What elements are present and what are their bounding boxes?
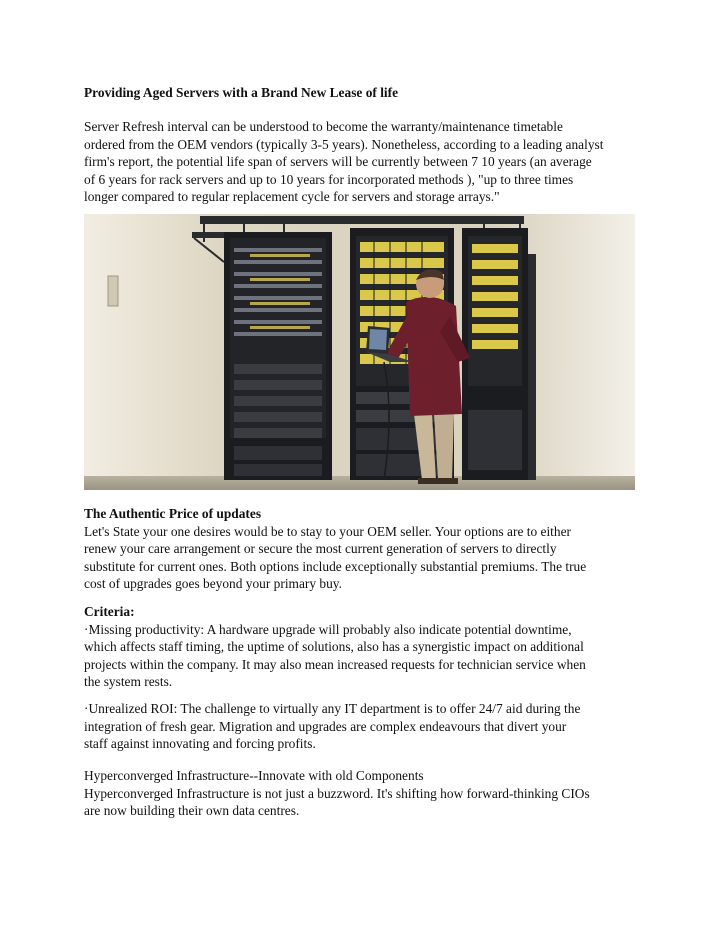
text-line: Server Refresh interval can be understood to become the warranty/maintenance timetable bbox=[84, 119, 563, 134]
page-title: Providing Aged Servers with a Brand New Lease of life bbox=[84, 85, 399, 100]
text-line: the system rests. bbox=[84, 674, 173, 690]
criteria-item-roi bbox=[84, 700, 640, 753]
section-hci bbox=[84, 767, 640, 820]
text-line: are now building their own data centres. bbox=[84, 803, 300, 819]
section-criteria bbox=[84, 603, 640, 691]
server-room-photo bbox=[84, 214, 635, 490]
text-line: of 6 years for rack servers and up to 10 years for incorporated methods ), "up to three times bbox=[84, 171, 574, 187]
section-heading: Criteria: bbox=[84, 604, 135, 619]
section-heading: The Authentic Price of updates bbox=[84, 506, 262, 521]
text-line: longer compared to regular replacement cycle for servers and storage arrays." bbox=[84, 189, 500, 205]
text-line: projects within the company. It may also mean increased requests for technician service when bbox=[84, 656, 586, 672]
text-line: cost of upgrades goes beyond your primary buy. bbox=[84, 576, 342, 592]
text-line: Let's State your one desires would be to stay to your OEM seller. Your options are to either bbox=[84, 523, 571, 539]
text-line: substitute for current ones. Both options include exceptionally substantial premiums. The true bbox=[84, 558, 587, 574]
text-line: which affects staff timing, the uptime of solutions, also has a synergistic impact on additional bbox=[84, 639, 584, 655]
text-line: ordered from the OEM vendors (typically 3-5 years). Nonetheless, according to a leading analyst bbox=[84, 136, 604, 152]
section-price bbox=[84, 505, 640, 593]
text-line: ·Missing productivity: A hardware upgrade will probably also indicate potential downtime, bbox=[84, 621, 572, 637]
section-heading: Hyperconverged Infrastructure--Innovate with old Components bbox=[84, 768, 424, 783]
text-line: staff against innovating and forcing profits. bbox=[84, 736, 316, 752]
text-line: firm's report, the potential life span of servers will be currently between 7 10 years (an average bbox=[84, 154, 592, 170]
intro-paragraph bbox=[84, 118, 640, 206]
text-line: renew your care arrangement or secure the most current generation of servers to directly bbox=[84, 541, 557, 557]
text-line: ·Unrealized ROI: The challenge to virtually any IT department is to offer 24/7 aid during the bbox=[84, 701, 581, 716]
text-line: Hyperconverged Infrastructure is not just a buzzword. It's shifting how forward-thinking CIOs bbox=[84, 785, 590, 801]
text-line: integration of fresh gear. Migration and upgrades are complex endeavours that divert your bbox=[84, 718, 567, 734]
